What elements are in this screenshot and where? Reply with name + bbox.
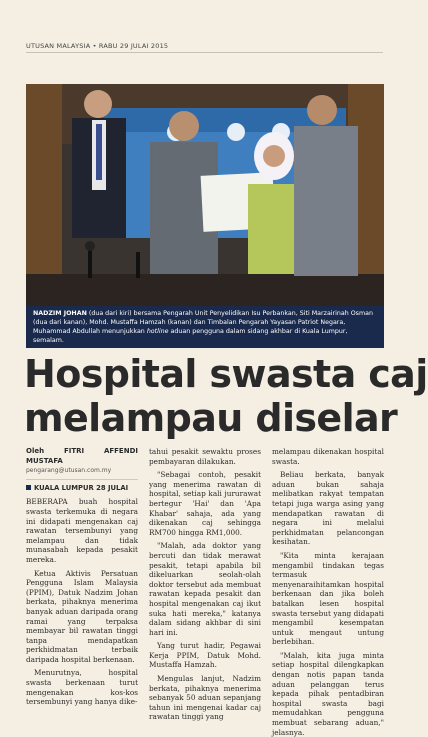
dateline bbox=[26, 484, 138, 494]
photo-caption bbox=[26, 306, 384, 348]
paragraph: Yang turut hadir, Pegawai Kerja PPIM, Datuk Mohd. Mustaffa Hamzah. bbox=[149, 641, 261, 670]
caption-lead: NADZIM JOHAN bbox=[33, 310, 87, 317]
article-column-2 bbox=[149, 447, 261, 722]
paragraph: Beliau berkata, banyak aduan bukan sahaja melibatkan rakyat tempatan tetapi juga warga asing yang mendapatkan rawatan di negara ini melalui perkhidmatan pelancongan kesihatan. bbox=[272, 470, 384, 547]
paragraph: Ketua Aktivis Persatuan Pengguna Islam Malaysia (PPIM), Datuk Nadzim Johan berkata, pihaknya menerima banyak aduan daripada orang ramai yang terpaksa membayar bil rawatan tinggi tanpa mendapatkan perkhidmatan terbaik daripada hospital berkenaan. bbox=[26, 568, 138, 664]
headline-line-1: Hospital swasta caj bbox=[24, 352, 428, 396]
press-photo bbox=[26, 84, 384, 306]
article-column-3 bbox=[272, 447, 384, 737]
paragraph: Mengulas lanjut, Nadzim berkata, pihaknya menerima sebanyak 50 aduan sepanjang tahun ini mengenai kadar caj rawatan tinggi yang bbox=[149, 674, 261, 722]
caption-italic: hotline bbox=[146, 328, 169, 335]
caption-body: (dua dari kiri) bersama Pengarah Unit Penyelidikan Isu Perbankan, Siti Marzairinah Osman (dua dari kanan), Mohd. Mustaffa Hamzah (kanan) dan Timbalan Pengarah Yayasan Patriot Negara, Muhammad Abdullah menunjukkan bbox=[33, 310, 373, 335]
paragraph: "Malah, ada doktor yang bercuti dan tidak merawat pesakit, tetapi apabila bil dikeluarkan seolah-olah doktor tersebut ada membuat rawatan kepada pesakit dan hospital mengenakan caj ikut suka hati mereka," katanya dalam sidang akhbar di sini hari ini. bbox=[149, 541, 261, 637]
article-column-1 bbox=[26, 447, 138, 707]
masthead: UTUSAN MALAYSIA • RABU 29 JULAI 2015 bbox=[26, 42, 383, 53]
byline-email: pengarang@utusan.com.my bbox=[26, 466, 138, 480]
press-photo-illustration bbox=[26, 84, 384, 306]
dateline-square-icon bbox=[26, 485, 31, 490]
paragraph: melampau dikenakan hospital swasta. bbox=[272, 447, 384, 466]
caption-tail: aduan pengguna dalam sidang akhbar di Kuala Lumpur, semalam. bbox=[33, 328, 348, 344]
paragraph: "Malah, kita juga minta setiap hospital dilengkapkan dengan notis papan tanda aduan pelanggan terus kepada pihak pentadbiran hospital swasta bagi memudahkan pengguna membuat sebarang aduan," jelasnya. bbox=[272, 650, 384, 737]
headline-line-2: melampau diselar bbox=[24, 396, 398, 440]
dateline-text: KUALA LUMPUR 28 JULAI bbox=[34, 483, 129, 492]
headline bbox=[24, 352, 428, 440]
paragraph: Menurutnya, hospital swasta berkenaan turut mengenakan kos-kos tersembunyi yang hanya dike- bbox=[26, 668, 138, 707]
byline: Oleh FITRI AFFENDI MUSTAFA bbox=[26, 447, 138, 465]
paragraph: "Kita minta kerajaan mengambil tindakan tegas termasuk menyenaraihitamkan hospital berkenaan dan jika boleh batalkan lesen hospital swasta tersebut yang didapati mengambil kesempatan untuk mengaut untung berlebihan. bbox=[272, 550, 384, 647]
article-body bbox=[26, 447, 384, 737]
paragraph: tahui pesakit sewaktu proses pembayaran dilakukan. bbox=[149, 447, 261, 466]
paragraph: "Sebagai contoh, pesakit yang menerima rawatan di hospital, setiap kali jururawat bertegur 'Hai' dan 'Apa Khabar' sahaja, ada yang dikenakan caj sehingga RM700 hingga RM1,000. bbox=[149, 470, 261, 537]
paragraph: BEBERAPA buah hospital swasta terkemuka di negara ini didapati mengenakan caj rawatan tersembunyi yang melampau dan tidak munasabah kepada pesakit mereka. bbox=[26, 497, 138, 564]
